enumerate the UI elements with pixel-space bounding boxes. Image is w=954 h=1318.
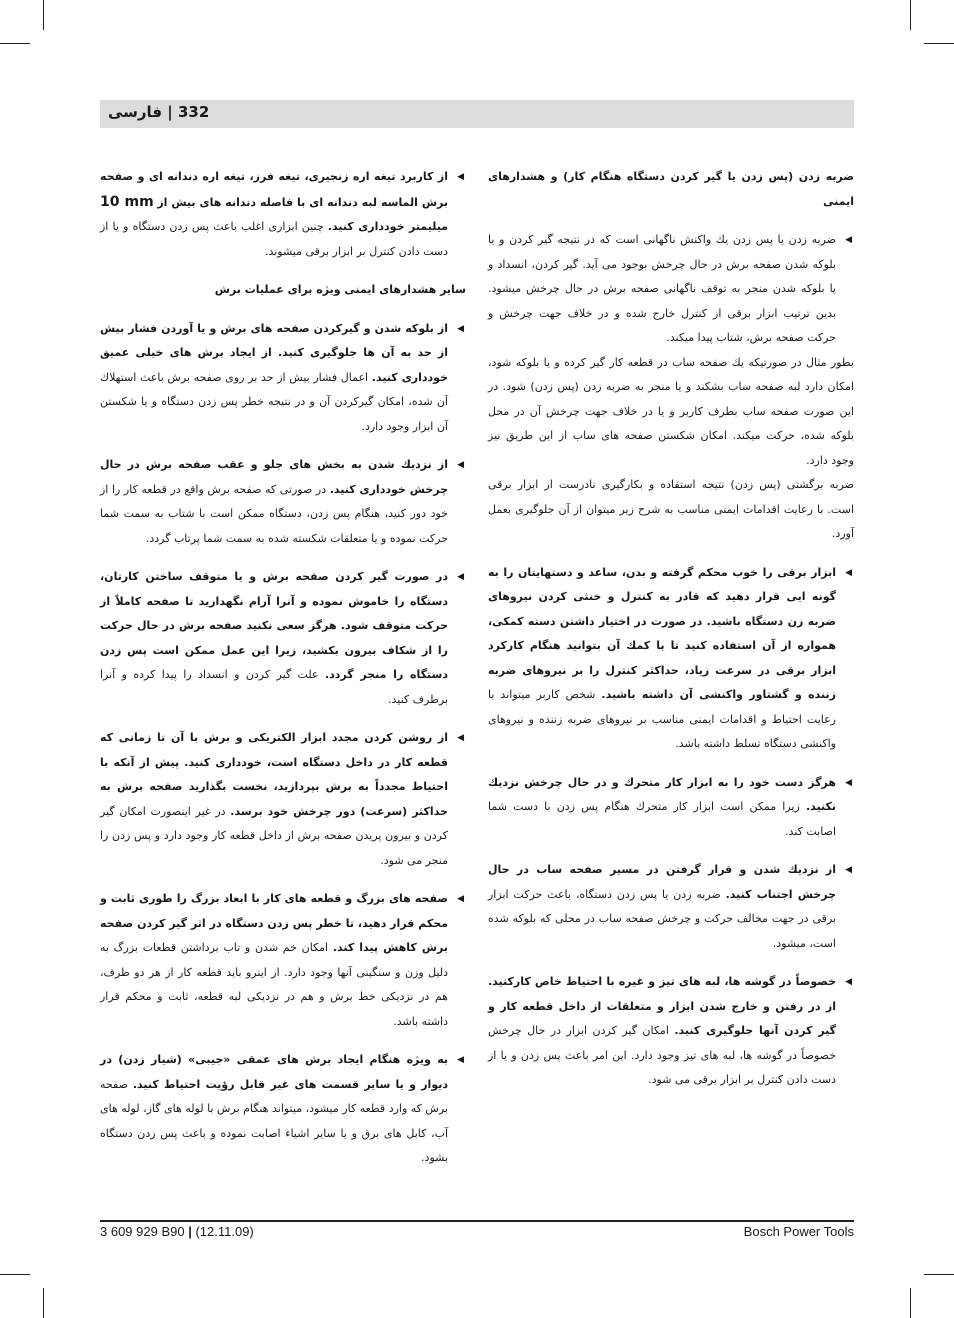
bullet-bold-text: هرگز دست خود را به ابزار كار متحرك و در حال چرخش نزدیك نكنید.: [488, 775, 836, 813]
crop-mark: [0, 1274, 30, 1275]
triangle-left-icon: ◀: [845, 977, 852, 987]
bullet-bold-text: از نزدیك شدن به بخش های جلو و عقب صفحه برش در حال چرخش خودداری كنید.: [100, 458, 448, 496]
bullet-item: [488, 858, 854, 956]
triangle-left-icon: ◀: [845, 777, 852, 788]
bullet-text: چنین ابزاری اغلب باعث پس زدن دستگاه و یا از دست دادن كنترل بر ابزار برقی میشوند.: [100, 220, 448, 258]
triangle-left-icon: ◀: [457, 460, 464, 470]
bullet-text: صفحه برش كه وارد قطعه كار میشود، میتواند هنگام برش با لوله های گاز، لوله های آب، كابل های برق و یا سایر اشیاء اصابت نموده و باعث پس زدن دستگاه بشود.: [100, 1077, 448, 1164]
bullet-bold-text: از روشن كردن مجدد ابزار الكتریكی و برش با آن تا زمانی كه قطعه كار در داخل دستگاه است، خودداری كنید. پیش از آنكه با احتیاط مجدداً به برش بپردازید، نخست بگذارید صفحه برش به حداكثر (سرعت) دور چرخش خود برسد.: [100, 731, 448, 818]
triangle-left-icon: ◀: [457, 1055, 464, 1065]
page-header: [100, 100, 854, 128]
bullet-bold-text: از كاربرد تیغه اره زنجیری، تیغه فرز، تیغه اره دندانه ای و صفحه برش الماسه لبه دندانه ای با فاصله دندانه های بیش از: [100, 170, 448, 209]
triangle-left-icon: ◀: [457, 733, 464, 743]
section-heading: سایر هشدارهای ایمنی ویژه برای عملیات برش: [214, 283, 466, 296]
bullet-text: علت گیر كردن و انسداد را پیدا كرده و آنرا برطرف كنید.: [100, 668, 448, 706]
doc-date: (12.11.09): [195, 1224, 254, 1239]
bullet-bold-text: ابزار برقی را خوب محكم گرفته و بدن، ساعد و دستهایتان را به گونه ایی قرار دهید كه قادر به كنترل و خنثی كردن نیروهای ضربه زن دستگاه باشید. در صورت در اختیار داشتن دسته كمكی، همواره از آن استفاده كنید تا با كمك آن بتوانید هنگام كاركرد ابزار برقی در سرعت زیاد، حداكثر كنترل را بر نیروهای ضربه زننده و گشتاور واكنشی آن داشته باشید.: [488, 565, 836, 701]
bullet-text: شخص كاربر میتواند با رعایت احتیاط و اقدامات ایمنی مناسب بر نیروهای ضربه زننده و نیروهای واكنشی دستگاه تسلط داشته باشد.: [488, 688, 836, 750]
page-title: 332 | فارسی: [108, 103, 210, 121]
bullet-item: [100, 317, 466, 440]
bullet-item: [100, 165, 466, 264]
bullet-text: در غیر اینصورت امكان گیر كردن و بیرون پریدن صفحه برش از داخل قطعه كار وجود دارد و پس زدن را منجر می شود.: [100, 804, 448, 867]
measurement: 10 mm: [100, 193, 154, 210]
crop-mark: [43, 0, 44, 30]
doc-id: 3 609 929 B90: [100, 1224, 185, 1239]
bullet-item: [100, 887, 466, 1034]
crop-mark: [924, 43, 954, 44]
crop-mark: [43, 1288, 44, 1318]
bullet-item: [100, 453, 466, 551]
triangle-left-icon: ◀: [845, 567, 852, 578]
triangle-left-icon: ◀: [457, 894, 464, 904]
bullet-bold-text: خصوصاً در گوشه ها، لبه های تیز و غیره با احتیاط خاص كاركنید. از در رفتن و خارج شدن ابزار و متعلقات از داخل قطعه كار و گیر كردن آنها جلوگیری كنید.: [488, 975, 836, 1037]
bullet-item: [488, 970, 854, 1093]
triangle-left-icon: ◀: [845, 235, 852, 245]
footer-separator: |: [188, 1224, 192, 1239]
bullet-item: [488, 228, 854, 351]
bullet-item: [100, 565, 466, 712]
right-column: [488, 165, 854, 1107]
bullet-item: [488, 561, 854, 757]
bullet-text: امكان گیر كردن ابزار در حال چرخش خصوصاً در گوشه ها، لبه های تیز وجود دارد. این امر باعث پس زدن و یا از دست دادن كنترل بر ابزار برقی می شود.: [488, 1024, 836, 1086]
crop-mark: [910, 0, 911, 30]
bullet-bold-text: از بلوكه شدن و گیركردن صفحه های برش و یا آوردن فشار بیش از حد به آن ها جلوگیری كنید. از ایجاد برش های خیلی عمیق خودداری كنید.: [100, 321, 449, 384]
bullet-item: [100, 726, 466, 873]
footer-rule: [100, 1220, 854, 1222]
bullet-item: [100, 1048, 466, 1171]
paragraph: بطور مثال در صورتیكه یك صفحه ساب در قطعه كار گیر كرده و یا بلوكه شود، امكان دارد لبه صفحه ساب بشكند و یا منجر به ضربه زدن (پس زدن) شود. در این صورت صفحه ساب بطرف كاربر و یا در خلاف جهت چرخش آن در محل بلوكه شده، حركت میكند. امكان شكستن صفحه های ساب از این طریق نیز وجود دارد.: [488, 355, 854, 467]
bullet-text: امكان خم شدن و تاب برداشتن قطعات بزرگ به دلیل وزن و سنگینی آنها وجود دارد. از اینرو باید قطعه كار از هر دو طرف، هم در نزدیكی خط برش و هم در نزدیكی لبه قطعه، ثابت و محكم قرار داشته باشد.: [100, 941, 448, 1028]
bullet-bold-text: میلیمتر خودداری كنید.: [327, 220, 448, 233]
bullet-bold-text: در صورت گیر كردن صفحه برش و یا متوقف ساختن كارتان، دستگاه را خاموش نموده و آنرا آرام نگهدارید تا صفحه كاملاً از حركت متوقف شود. هرگز سعی نكنید صفحه برش در حال حركت را از شكاف بیرون بكشید، زیرا این عمل ممكن است پس زدن دستگاه را منجر گردد.: [100, 570, 448, 681]
triangle-left-icon: ◀: [457, 172, 464, 182]
footer-doc-info: [100, 1224, 254, 1239]
bullet-bold-text: صفحه های بزرگ و قطعه های كار با ابعاد بزرگ را طوری ثابت و محكم قرار دهید، تا خطر پس زدن دستگاه در اثر گیر كردن صفحه برش كاهش پیدا كند.: [100, 892, 448, 954]
crop-mark: [924, 1274, 954, 1275]
bullet-text: ضربه زدن یا پس زدن یك واكنش ناگهانی است كه در نتیجه گیر كردن و یا بلوكه شدن صفحه برش در حال چرخش بوجود می آید. گیر كردن، انسداد و یا بلوكه شدن منجر به توقف ناگهانی صفحه برش در حال چرخش میشود. بدین ترتیب ابزار برقی از كنترل خارج شده و در خلاف جهت چرخش و حركت صفحه برش، شتاب پیدا میكند.: [488, 233, 836, 344]
bullet-item: [488, 771, 854, 845]
crop-mark: [0, 43, 30, 44]
triangle-left-icon: ◀: [457, 323, 464, 334]
left-column: [100, 165, 466, 1185]
section-heading: ضربه زدن (پس زدن یا گیر کردن دستگاه هنگام کار) و هشدارهای ایمنی: [488, 170, 854, 208]
bullet-text: ضربه زدن یا پس زدن دستگاه، باعث حركت ابزار برقی در جهت مخالف حركت و چرخش صفحه ساب در محلی كه بلوكه شده است، میشود.: [488, 887, 836, 950]
bullet-bold-text: از نزدیك شدن و قرار گرفتن در مسیر صفحه ساب در حال چرخش اجتناب كنید.: [488, 863, 836, 901]
bullet-text: در صورتی كه صفحه برش واقع در قطعه كار را از خود دور كنید، هنگام پس زدن، دستگاه ممكن است با شتاب به سمت شما حركت نموده و یا متعلقات شكسته شده به سمت شما پرتاب گردد.: [100, 482, 448, 545]
triangle-left-icon: ◀: [457, 572, 464, 582]
footer-brand: Bosch Power Tools: [743, 1224, 854, 1239]
bullet-bold-text: به ویژه هنگام ایجاد برش های عمقی «جیبی» (شیار زدن) در دیوار و یا سایر قسمت های غیر قابل رؤیت احتیاط كنید.: [100, 1053, 448, 1091]
triangle-left-icon: ◀: [845, 865, 852, 875]
paragraph: ضربه برگشتی (پس زدن) نتیجه استفاده و بكارگیری نادرست از ابزار برقی است. با رعایت اقدامات ایمنی مناسب به شرح زیر میتوان از آن جلوگیری بعمل آورد.: [488, 478, 854, 540]
bullet-text: اعمال فشار بیش از حد بر روی صفحه برش باعث استهلاك آن شده، امكان گیركردن آن و در نتیجه خطر پس زدن دستگاه و یا شكستن آن ابزار وجود دارد.: [100, 370, 448, 433]
crop-mark: [910, 1288, 911, 1318]
bullet-text: زیرا ممكن است ابزار كار متحرك هنگام پس زدن با دست شما اصابت كند.: [488, 800, 836, 838]
